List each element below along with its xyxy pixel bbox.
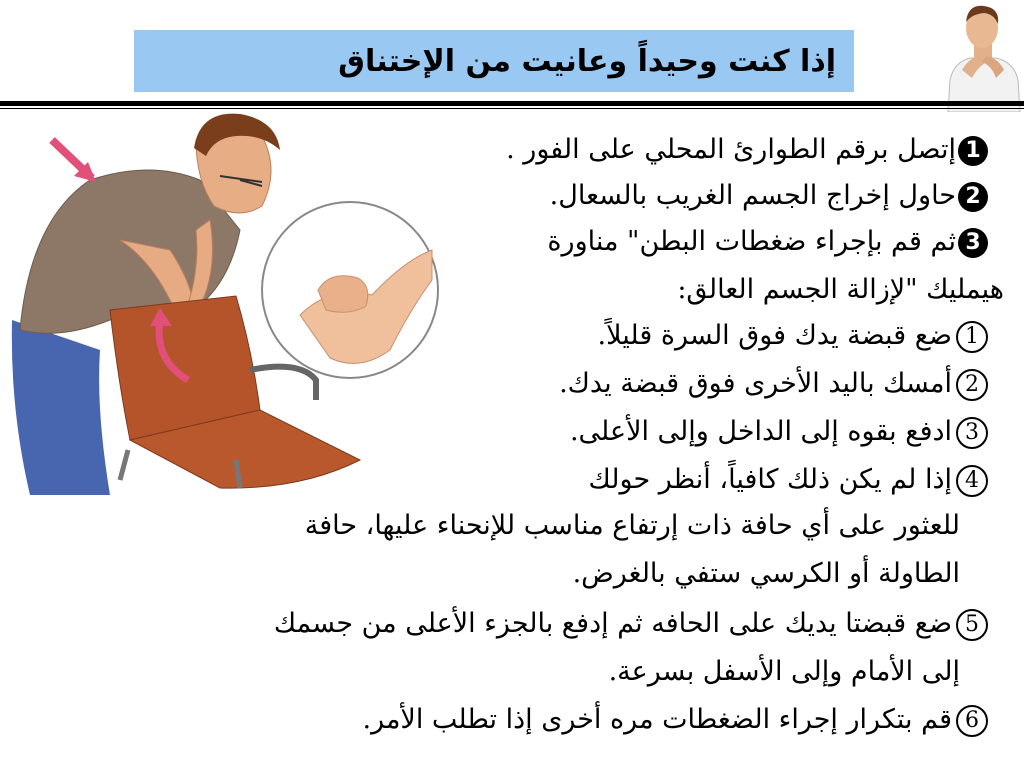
substep-text: ضع قبضتا يديك على الحافه ثم إدفع بالجزء الأعلى من جسمك xyxy=(273,608,952,639)
substep-3 xyxy=(570,414,988,450)
substep-number: 3 xyxy=(956,417,988,449)
substep-number: 1 xyxy=(956,321,988,353)
divider-thin xyxy=(0,108,1024,109)
step-2 xyxy=(550,178,988,214)
substep-1 xyxy=(598,318,988,354)
substep-text: أمسك باليد الأخرى فوق قبضة يدك. xyxy=(559,368,952,399)
substep-5 xyxy=(274,606,988,642)
step-3-continued xyxy=(677,272,1004,308)
step-text: ثم قم بإجراء ضغطات البطن" مناورة xyxy=(547,226,956,257)
substep-number: 5 xyxy=(956,609,988,641)
substep-text: ضع قبضة يدك فوق السرة قليلاً. xyxy=(597,320,952,351)
step-1 xyxy=(506,132,988,168)
step-text: إتصل برقم الطوارئ المحلي على الفور . xyxy=(506,134,956,165)
step-text: حاول إخراج الجسم الغريب بالسعال. xyxy=(549,180,956,211)
substep-4-continued-2 xyxy=(573,556,960,592)
substep-number: 6 xyxy=(956,705,988,737)
substep-4 xyxy=(589,462,988,498)
substep-text: إلى الأمام وإلى الأسفل بسرعة. xyxy=(608,656,960,687)
substep-4-continued xyxy=(305,508,960,544)
divider xyxy=(0,101,1024,106)
substep-2 xyxy=(559,366,988,402)
substep-text: الطاولة أو الكرسي ستفي بالغرض. xyxy=(572,558,960,589)
step-number: 1 xyxy=(958,136,988,166)
substep-text: ادفع بقوه إلى الداخل وإلى الأعلى. xyxy=(569,416,952,447)
step-text: هيمليك "لإزالة الجسم العالق: xyxy=(677,274,1004,305)
step-3 xyxy=(547,224,988,260)
page-title: إذا كنت وحيداً وعانيت من الإختناق xyxy=(338,43,836,79)
substep-5-continued xyxy=(609,654,960,690)
substep-text: إذا لم يكن ذلك كافياً، أنظر حولك xyxy=(588,464,952,495)
substep-text: للعثور على أي حافة ذات إرتفاع مناسب للإنحناء عليها، حافة xyxy=(304,510,960,541)
step-number: 3 xyxy=(958,228,988,258)
substep-number: 2 xyxy=(956,369,988,401)
choking-man-icon xyxy=(940,0,1024,112)
substep-text: قم بتكرار إجراء الضغطات مره أخرى إذا تطلب الأمر. xyxy=(362,704,952,735)
title-banner xyxy=(134,30,854,92)
heimlich-chair-illustration xyxy=(0,110,470,500)
step-number: 2 xyxy=(958,182,988,212)
substep-number: 4 xyxy=(956,465,988,497)
substep-6 xyxy=(362,702,988,738)
